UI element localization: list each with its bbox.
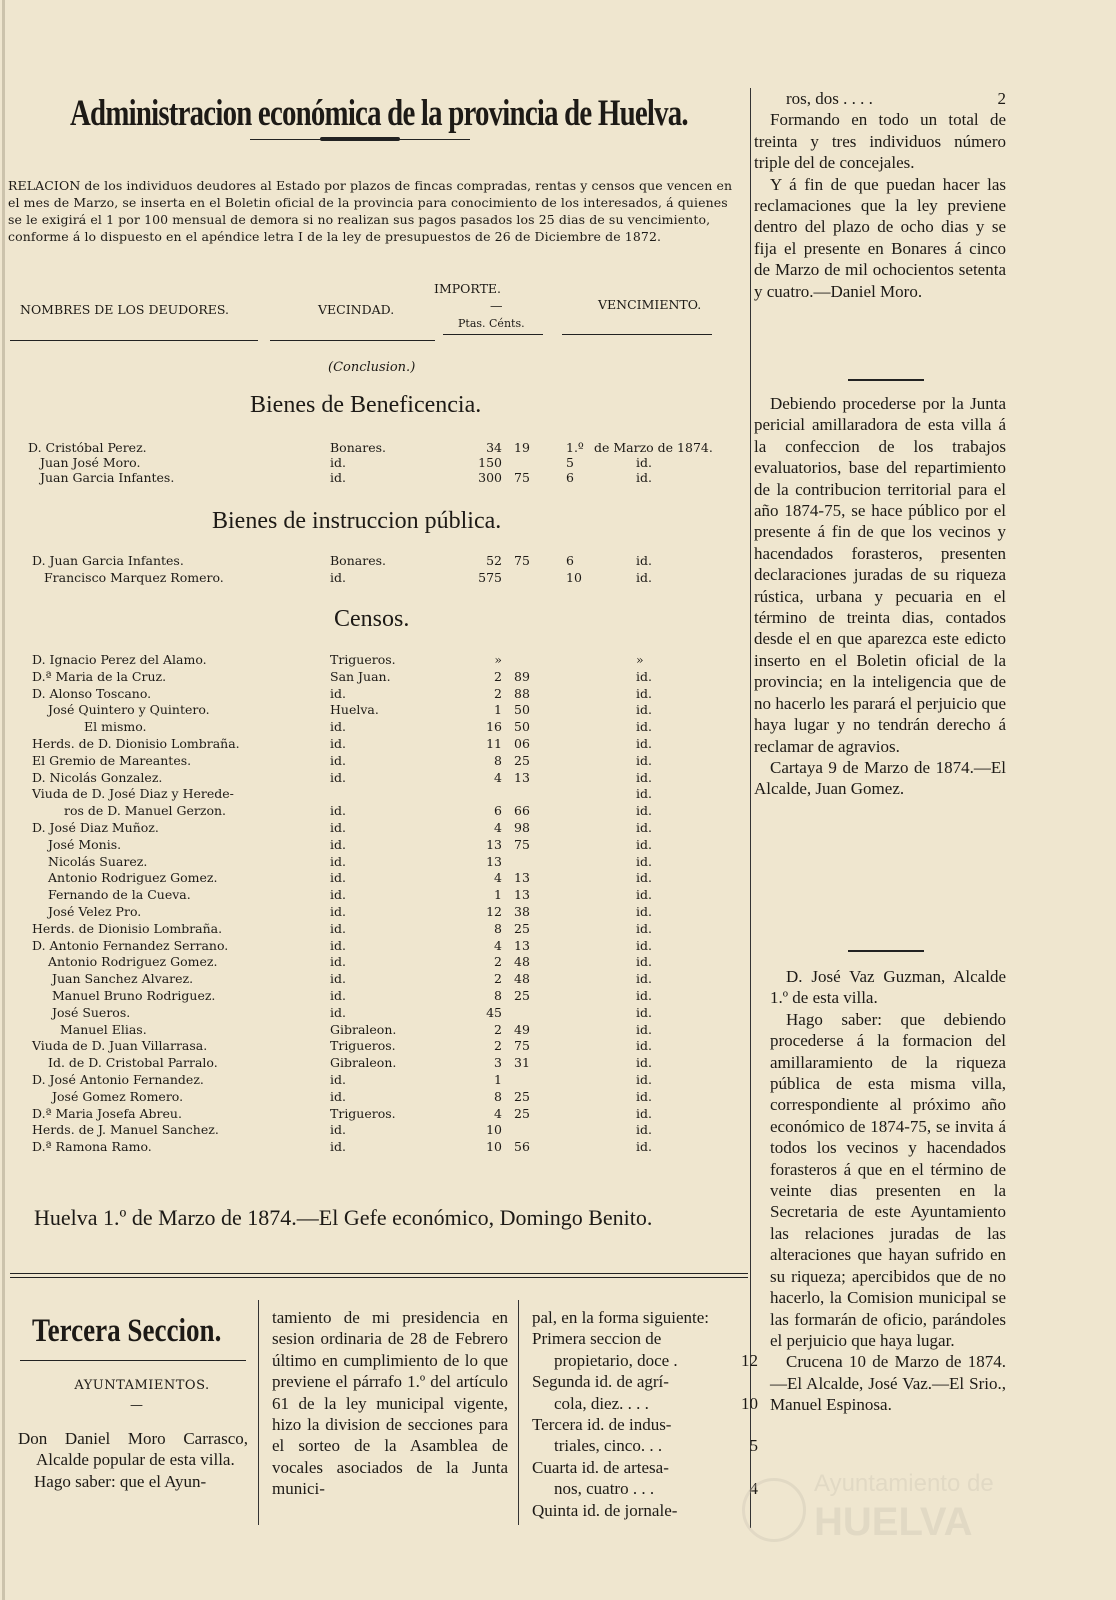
due-date: id. bbox=[636, 454, 652, 470]
debtor-centimos: 48 bbox=[514, 971, 530, 987]
debtor-name: D. Ignacio Perez del Alamo. bbox=[32, 652, 207, 667]
notice1-total: Formando en todo un total de treinta y tres individuos número triple del de concejales. bbox=[754, 110, 1006, 173]
title-ornament bbox=[250, 139, 470, 144]
section-title-censos: Censos. bbox=[334, 606, 410, 632]
right-column-notice-3 bbox=[770, 966, 1006, 1416]
debtor-centimos: 50 bbox=[514, 719, 530, 735]
debtor-pesetas: 2 bbox=[494, 954, 502, 970]
due-date: id. bbox=[636, 1038, 652, 1054]
debtor-centimos: 25 bbox=[514, 988, 530, 1003]
due-date: id. bbox=[636, 904, 652, 919]
bottom-column-3 bbox=[532, 1307, 758, 1521]
debtor-vecindad: id. bbox=[330, 853, 346, 869]
due-date: id. bbox=[636, 887, 652, 903]
notice1-count: 2 bbox=[997, 89, 1006, 108]
right-column-notice-1 bbox=[754, 88, 1006, 302]
debtor-pesetas: 13 bbox=[486, 836, 502, 852]
debtor-name: D. Nicolás Gonzalez. bbox=[32, 769, 163, 785]
due-date: id. bbox=[636, 668, 652, 684]
due-date: id. bbox=[636, 971, 652, 987]
debtor-vecindad: id. bbox=[330, 454, 346, 470]
debtor-vecindad: id. bbox=[330, 1139, 346, 1155]
debtor-pesetas: 45 bbox=[486, 1004, 502, 1020]
debtor-pesetas: 10 bbox=[486, 1122, 502, 1138]
debtor-name: D. José Diaz Muñoz. bbox=[32, 820, 159, 835]
debtor-name: D.ª Maria de la Cruz. bbox=[32, 668, 167, 684]
column-divider-b2 bbox=[518, 1300, 519, 1525]
debtor-vecindad: Gibraleon. bbox=[330, 1055, 397, 1071]
debtor-centimos: 13 bbox=[514, 769, 530, 785]
header-rule-3 bbox=[443, 334, 543, 335]
section-title-instruccion: Bienes de instruccion pública. bbox=[212, 508, 502, 534]
debtor-vecindad: id. bbox=[330, 1072, 346, 1087]
col2-body: tamiento de mi presidencia en sesion ordinaria de 28 de Febrero último en cumplimiento de lo que previene el párrafo 1.º del artículo 61 de la ley municipal vigente, hizo la division de secciones para el sorteo de la Asamblea de vocales asociados de la Junta munici- bbox=[272, 1308, 508, 1499]
debtor-name: D. José Antonio Fernandez. bbox=[32, 1072, 204, 1087]
debtor-vecindad: id. bbox=[330, 887, 346, 903]
debtor-vecindad: id. bbox=[330, 469, 346, 485]
debtor-centimos: 75 bbox=[514, 469, 530, 485]
header-vecindad: VECINDAD. bbox=[318, 302, 395, 317]
bottom-column-2 bbox=[272, 1307, 508, 1500]
debtor-name: Francisco Marquez Romero. bbox=[44, 570, 224, 585]
debtor-centimos: 13 bbox=[514, 937, 530, 953]
right-column-notice-2 bbox=[754, 393, 1006, 800]
due-date: id. bbox=[636, 988, 652, 1003]
col3-label: nos, cuatro . . . bbox=[554, 1479, 655, 1499]
due-date: id. bbox=[636, 937, 652, 953]
notice2-body: Debiendo procederse por la Junta pericial amillaradora de esta villa á la confeccion de los trabajos evaluatorios, base del repartimiento de la contribucion territorial para el año 1874-75, se hace público por el presente á fin de que los vecinos y hacendados forasteros, presenten declaraciones juradas de su riqueza rústica, urbana y pecuaria en el término de treinta dias, contados desde el en que aparezca este edicto inserto en el Boletin oficial de la provincia; en la inteligencia que de no hacerlo les parará el perjuicio que haya lugar y no tendrán derecho á reclamar de agravios. bbox=[754, 394, 1006, 756]
debtor-name: El mismo. bbox=[84, 719, 147, 735]
due-date: id. bbox=[636, 719, 652, 735]
debtor-vecindad: id. bbox=[330, 836, 346, 852]
header-importe: IMPORTE. bbox=[434, 281, 502, 296]
due-date: id. bbox=[636, 752, 652, 768]
debtor-pesetas: 150 bbox=[478, 454, 502, 470]
col1-body: Hago saber: que el Ayun- bbox=[34, 1471, 207, 1491]
debtor-centimos: 89 bbox=[514, 668, 530, 684]
notice1-closing: Y á fin de que puedan hacer las reclamaciones que la ley previene dentro del plazo de ocho dias y se fija el presente en Bonares á cinco de Marzo de mil ochocientos setenta y cuatro.—Daniel Moro. bbox=[754, 174, 1006, 301]
notice3-body: Hago saber: que debiendo procederse á la formacion del amillaramiento de la riqueza pública de esta misma villa, correspondiente al próximo año económico de 1874-75, se invita á todos los vecinos y hacendados forasteros á que en el término de veinte dias presenten en la Secretaria de este Ayuntamiento las relaciones juradas de las alteraciones que hayan sufrido en su riqueza; apercibidos que de no hacerlo, la Comision municipal se las formarán de oficio, parándoles el perjuicio que haya lugar. bbox=[770, 1009, 1006, 1350]
debtor-centimos: 48 bbox=[514, 954, 530, 970]
debtor-name: Antonio Rodriguez Gomez. bbox=[48, 870, 218, 886]
ayuntamientos-heading: AYUNTAMIENTOS. bbox=[74, 1378, 210, 1393]
due-date: id. bbox=[636, 736, 652, 751]
debtor-name: D.ª Ramona Ramo. bbox=[32, 1139, 152, 1155]
debtor-pesetas: 300 bbox=[478, 469, 502, 485]
due-date: id. bbox=[636, 820, 652, 835]
due-date: id. bbox=[636, 1004, 652, 1020]
col3-line bbox=[532, 1350, 758, 1371]
col3-line: Quinta id. de jornale- bbox=[532, 1500, 678, 1520]
debtor-name: Herds. de Dionisio Lombraña. bbox=[32, 920, 223, 936]
due-date: id. bbox=[636, 1105, 652, 1121]
tercera-rule bbox=[20, 1360, 246, 1361]
debtor-centimos: 38 bbox=[514, 904, 530, 919]
watermark-seal-icon bbox=[742, 1478, 806, 1542]
notice-rule-1 bbox=[848, 379, 924, 381]
debtor-pesetas: 1 bbox=[494, 887, 502, 903]
due-date: id. bbox=[636, 769, 652, 785]
bottom-column-1 bbox=[18, 1428, 248, 1492]
debtor-centimos: 25 bbox=[514, 1088, 530, 1104]
debtor-centimos: 75 bbox=[514, 1038, 530, 1054]
debtor-pesetas: 8 bbox=[494, 920, 502, 936]
debtor-pesetas: 12 bbox=[486, 904, 502, 919]
section-title-beneficencia: Bienes de Beneficencia. bbox=[250, 392, 482, 418]
debtor-pesetas: 34 bbox=[486, 440, 502, 455]
due-date: id. bbox=[636, 553, 652, 568]
debtor-name: ros de D. Manuel Gerzon. bbox=[64, 803, 226, 819]
section-double-rule bbox=[10, 1273, 748, 1278]
col3-line: Segunda id. de agrí- bbox=[532, 1372, 669, 1392]
debtor-name: Juan Garcia Infantes. bbox=[40, 469, 175, 485]
debtor-pesetas: 8 bbox=[494, 752, 502, 768]
debtor-centimos: 13 bbox=[514, 887, 530, 903]
debtor-pesetas: 2 bbox=[494, 1038, 502, 1054]
debtor-vecindad: Bonares. bbox=[330, 553, 386, 568]
debtor-pesetas: 2 bbox=[494, 668, 502, 684]
debtor-name: D. Juan Garcia Infantes. bbox=[32, 553, 184, 568]
debtor-pesetas: » bbox=[494, 652, 502, 667]
debtor-name: José Quintero y Quintero. bbox=[48, 702, 210, 718]
debtor-name: D.ª Maria Josefa Abreu. bbox=[32, 1105, 182, 1121]
due-date: id. bbox=[636, 1122, 652, 1138]
debtor-name: Fernando de la Cueva. bbox=[48, 887, 191, 903]
debtor-name: El Gremio de Mareantes. bbox=[32, 752, 192, 768]
due-date: id. bbox=[636, 803, 652, 819]
header-rule-1 bbox=[10, 340, 258, 341]
debtor-name: D. Antonio Fernandez Serrano. bbox=[32, 937, 229, 953]
due-date: id. bbox=[636, 870, 652, 886]
debtor-vecindad: id. bbox=[330, 736, 346, 751]
debtor-pesetas: 4 bbox=[494, 820, 502, 835]
intro-paragraph: RELACION de los individuos deudores al Estado por plazos de fincas compradas, rentas y censos que vencen en el mes de Marzo, se inserta en el Boletin oficial de la provincia para conocimiento de los interesados, á quienes se le exigirá el 1 por 100 mensual de demora si no realizan sus pagos pasados los 25 dias de su vencimiento, conforme á lo dispuesto en el apéndice letra I de la ley de presupuestos de 26 de Diciembre de 1872. bbox=[8, 178, 733, 244]
debtor-centimos: 06 bbox=[514, 736, 530, 751]
debtor-name: José Gomez Romero. bbox=[52, 1088, 184, 1104]
due-day: 5 bbox=[566, 454, 574, 470]
debtor-centimos: 75 bbox=[514, 553, 530, 568]
debtor-pesetas: 4 bbox=[494, 1105, 502, 1121]
debtor-name: Manuel Elias. bbox=[60, 1021, 147, 1037]
debtor-pesetas: 4 bbox=[494, 937, 502, 953]
debtor-name: José Velez Pro. bbox=[48, 904, 142, 919]
debtor-centimos: 56 bbox=[514, 1139, 530, 1155]
debtor-name: José Sueros. bbox=[52, 1004, 131, 1020]
debtor-vecindad: id. bbox=[330, 920, 346, 936]
debtor-vecindad: San Juan. bbox=[330, 668, 391, 684]
debtor-vecindad: id. bbox=[330, 937, 346, 953]
debtor-name: Viuda de D. José Diaz y Herede- bbox=[32, 786, 234, 802]
notice-rule-2 bbox=[848, 950, 924, 952]
debtor-centimos: 25 bbox=[514, 920, 530, 936]
debtor-centimos: 19 bbox=[514, 440, 530, 455]
header-rule-2 bbox=[270, 340, 435, 341]
debtor-centimos: 75 bbox=[514, 836, 530, 852]
due-date: id. bbox=[636, 1072, 652, 1087]
col3-count: 5 bbox=[749, 1436, 758, 1456]
notice3-signature: Crucena 10 de Marzo de 1874.—El Alcalde, José Vaz.—El Srio., Manuel Espinosa. bbox=[770, 1352, 1006, 1415]
col3-line bbox=[532, 1478, 758, 1499]
ayuntamientos-dash: — bbox=[130, 1398, 143, 1413]
debtor-vecindad: id. bbox=[330, 769, 346, 785]
col3-count: 10 bbox=[741, 1393, 758, 1413]
archive-watermark bbox=[742, 1460, 1032, 1550]
debtor-centimos: 50 bbox=[514, 702, 530, 718]
debtor-pesetas: 8 bbox=[494, 988, 502, 1003]
debtor-centimos: 49 bbox=[514, 1021, 530, 1037]
due-date: id. bbox=[636, 920, 652, 936]
debtor-pesetas: 3 bbox=[494, 1055, 502, 1071]
signature-line: Huelva 1.º de Marzo de 1874.—El Gefe económico, Domingo Benito. bbox=[34, 1205, 653, 1230]
header-ptas-cents: Ptas. Cénts. bbox=[458, 317, 525, 330]
debtor-pesetas: 2 bbox=[494, 1021, 502, 1037]
debtor-name: Id. de D. Cristobal Parralo. bbox=[48, 1055, 218, 1071]
notice2-signature: Cartaya 9 de Marzo de 1874.—El Alcalde, Juan Gomez. bbox=[754, 757, 1006, 799]
column-divider-b1 bbox=[258, 1300, 259, 1525]
col3-line: Tercera id. de indus- bbox=[532, 1415, 672, 1435]
debtor-vecindad: Trigueros. bbox=[330, 652, 396, 667]
due-date: id. bbox=[636, 570, 652, 585]
due-date: id. bbox=[636, 685, 652, 701]
main-title: Administracion económica de la provincia de Huelva. bbox=[70, 93, 688, 134]
debtor-centimos: 66 bbox=[514, 803, 530, 819]
debtor-name: Antonio Rodriguez Gomez. bbox=[48, 954, 218, 970]
due-day: 1.º bbox=[566, 440, 584, 455]
col3-line: Primera seccion de bbox=[532, 1329, 662, 1349]
notice1-line-ros: ros, dos . . . . bbox=[786, 89, 873, 108]
debtor-name: Viuda de D. Juan Villarrasa. bbox=[32, 1038, 208, 1054]
debtor-pesetas: 6 bbox=[494, 803, 502, 819]
debtor-name: Manuel Bruno Rodriguez. bbox=[52, 988, 216, 1003]
debtor-vecindad: id. bbox=[330, 870, 346, 886]
debtor-name: José Monis. bbox=[48, 836, 122, 852]
due-date: id. bbox=[636, 786, 652, 802]
due-day: 10 bbox=[566, 570, 582, 585]
due-date: id. bbox=[636, 853, 652, 869]
debtor-vecindad: Trigueros. bbox=[330, 1038, 396, 1054]
debtor-vecindad: id. bbox=[330, 752, 346, 768]
debtor-vecindad: Trigueros. bbox=[330, 1105, 396, 1121]
debtor-name: Juan Sanchez Alvarez. bbox=[52, 971, 194, 987]
debtor-vecindad: id. bbox=[330, 904, 346, 919]
col1-heading: Don Daniel Moro Carrasco, Alcalde popular de esta villa. bbox=[18, 1429, 248, 1470]
due-day: 6 bbox=[566, 553, 574, 568]
debtor-vecindad: id. bbox=[330, 570, 346, 585]
debtor-pesetas: 8 bbox=[494, 1088, 502, 1104]
debtor-pesetas: 2 bbox=[494, 971, 502, 987]
debtor-name: Juan José Moro. bbox=[40, 454, 141, 470]
debtor-vecindad: id. bbox=[330, 988, 346, 1003]
debtor-pesetas: 4 bbox=[494, 769, 502, 785]
watermark-line-1: Ayuntamiento de bbox=[814, 1470, 994, 1497]
debtor-vecindad: Gibraleon. bbox=[330, 1021, 397, 1037]
debtor-vecindad: Huelva. bbox=[330, 702, 379, 718]
conclusion-label: (Conclusion.) bbox=[328, 360, 416, 375]
debtor-pesetas: 1 bbox=[494, 702, 502, 718]
debtor-pesetas: 575 bbox=[478, 570, 502, 585]
col3-label: propietario, doce . bbox=[554, 1350, 678, 1370]
due-date: id. bbox=[636, 836, 652, 852]
due-date: de Marzo de 1874. bbox=[594, 440, 713, 455]
debtor-vecindad: id. bbox=[330, 803, 346, 819]
notice3-heading: D. José Vaz Guzman, Alcalde 1.º de esta villa. bbox=[770, 967, 1006, 1008]
debtor-vecindad: id. bbox=[330, 685, 346, 701]
debtor-pesetas: 4 bbox=[494, 870, 502, 886]
debtor-pesetas: 10 bbox=[486, 1139, 502, 1155]
debtor-pesetas: 2 bbox=[494, 685, 502, 701]
header-vencimiento: VENCIMIENTO. bbox=[598, 297, 702, 312]
due-date: id. bbox=[636, 1139, 652, 1155]
due-date: id. bbox=[636, 1021, 652, 1037]
debtor-vecindad: id. bbox=[330, 1122, 346, 1138]
col3-label: cola, diez. . . . bbox=[554, 1393, 649, 1413]
debtor-name: Herds. de J. Manuel Sanchez. bbox=[32, 1122, 219, 1138]
debtor-centimos: 88 bbox=[514, 685, 530, 701]
debtor-vecindad: Bonares. bbox=[330, 440, 386, 455]
due-date: id. bbox=[636, 702, 652, 718]
header-rule-4 bbox=[562, 334, 712, 335]
debtor-centimos: 98 bbox=[514, 820, 530, 835]
tercera-seccion-title: Tercera Seccion. bbox=[32, 1313, 222, 1349]
header-dash: — bbox=[490, 298, 503, 313]
due-date: id. bbox=[636, 469, 652, 485]
debtor-vecindad: id. bbox=[330, 954, 346, 970]
watermark-line-2: HUELVA bbox=[814, 1500, 973, 1544]
due-date: » bbox=[636, 652, 644, 667]
debtor-pesetas: 1 bbox=[494, 1072, 502, 1087]
page-edge bbox=[2, 0, 5, 1600]
debtor-vecindad: id. bbox=[330, 971, 346, 987]
debtor-vecindad: id. bbox=[330, 719, 346, 735]
col3-line bbox=[532, 1393, 758, 1414]
col3-line bbox=[532, 1435, 758, 1456]
debtor-centimos: 25 bbox=[514, 752, 530, 768]
debtor-name: D. Alonso Toscano. bbox=[32, 685, 152, 701]
col3-label: triales, cinco. . . bbox=[554, 1436, 663, 1456]
due-date: id. bbox=[636, 1055, 652, 1071]
debtor-pesetas: 11 bbox=[486, 736, 502, 751]
col3-count: 4 bbox=[749, 1479, 758, 1499]
debtor-centimos: 13 bbox=[514, 870, 530, 886]
col3-line: Cuarta id. de artesa- bbox=[532, 1457, 669, 1477]
debtor-name: Nicolás Suarez. bbox=[48, 853, 148, 869]
debtor-pesetas: 52 bbox=[486, 553, 502, 568]
due-day: 6 bbox=[566, 469, 574, 485]
debtor-centimos: 31 bbox=[514, 1055, 530, 1071]
col3-line: pal, en la forma siguiente: bbox=[532, 1308, 710, 1327]
debtor-centimos: 25 bbox=[514, 1105, 530, 1121]
debtor-vecindad: id. bbox=[330, 1088, 346, 1104]
debtor-pesetas: 16 bbox=[486, 719, 502, 735]
header-names: NOMBRES DE LOS DEUDORES. bbox=[20, 302, 230, 317]
debtor-name: D. Cristóbal Perez. bbox=[28, 440, 147, 455]
due-date: id. bbox=[636, 954, 652, 970]
col3-count: 12 bbox=[741, 1350, 758, 1370]
debtor-name: Herds. de D. Dionisio Lombraña. bbox=[32, 736, 240, 751]
debtor-pesetas: 13 bbox=[486, 853, 502, 869]
due-date: id. bbox=[636, 1088, 652, 1104]
debtor-vecindad: id. bbox=[330, 820, 346, 835]
debtor-vecindad: id. bbox=[330, 1004, 346, 1020]
